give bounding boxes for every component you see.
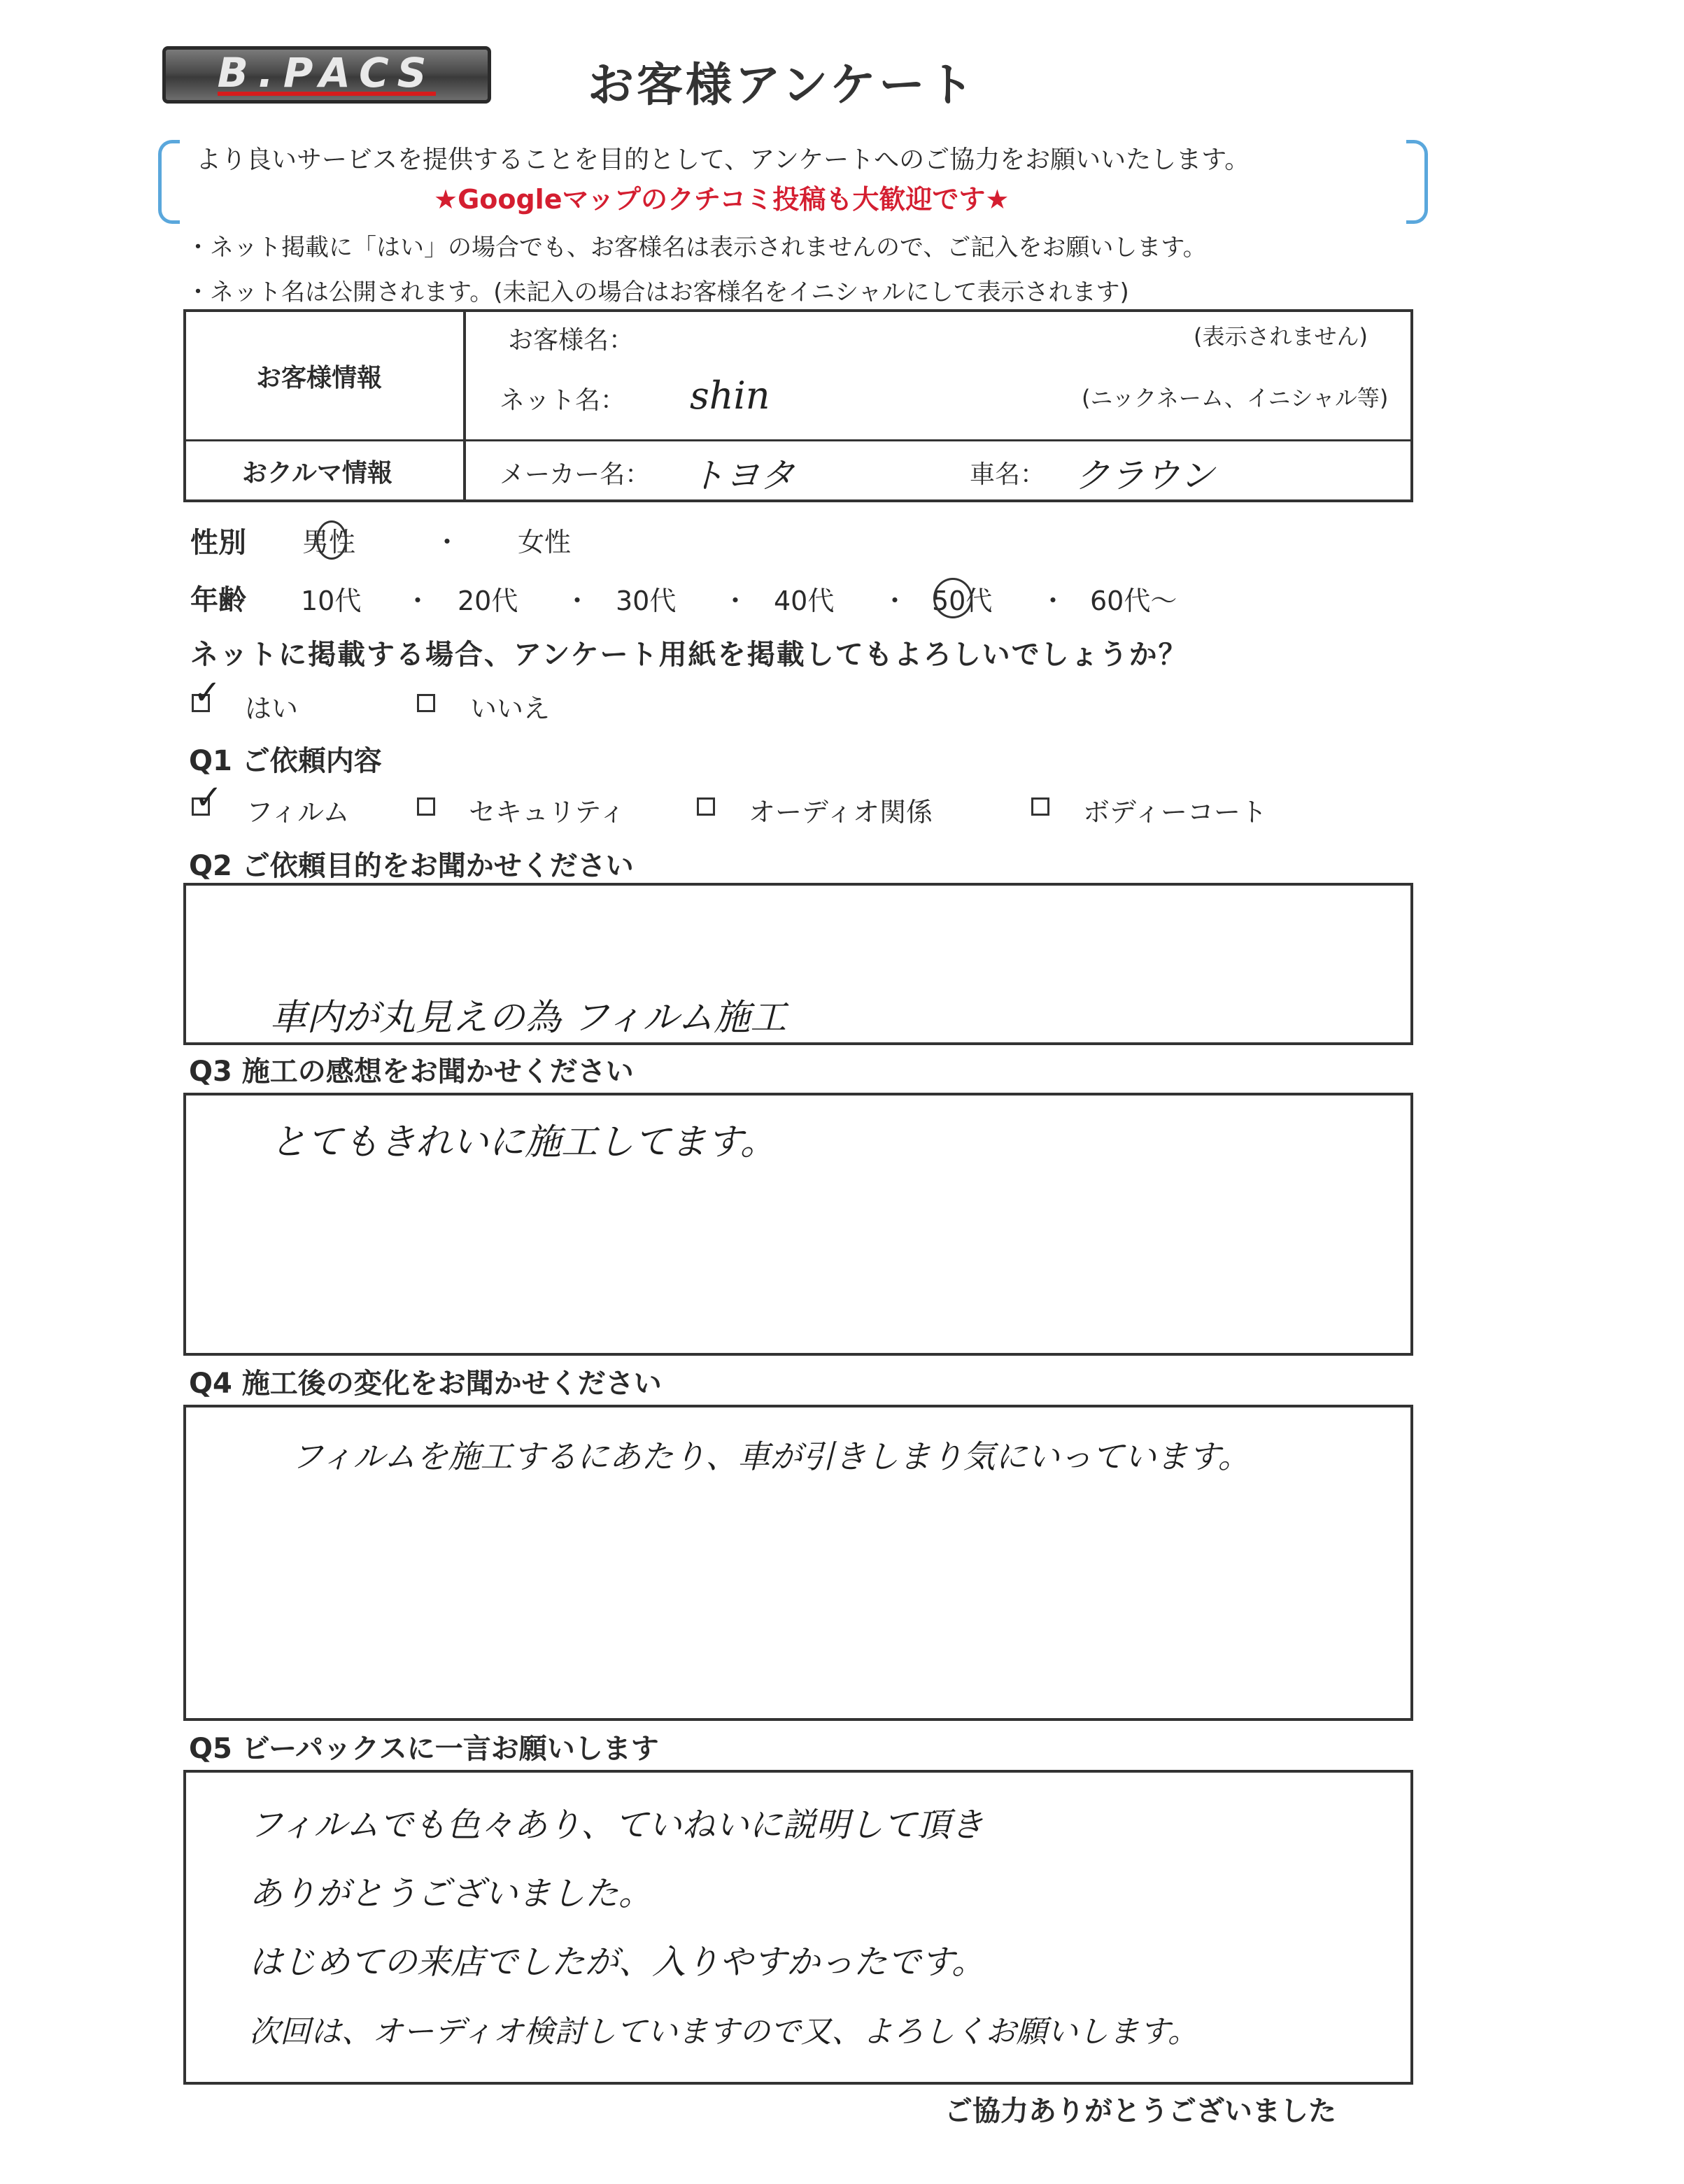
q2-answer: 車内が丸見えの為 フィルム施工 xyxy=(270,997,787,1039)
thanks-message: ご協力ありがとうございました xyxy=(944,2095,1336,2127)
intro-bracket-right xyxy=(1406,140,1428,224)
intro-bracket-left xyxy=(158,140,180,224)
age-option-50s[interactable]: 50代 xyxy=(932,586,993,616)
net-name-value[interactable]: shin xyxy=(690,374,770,418)
maker-value[interactable]: トヨタ xyxy=(690,455,795,496)
q2-answer-box[interactable] xyxy=(183,883,1413,1045)
intro-text: より良いサービスを提供することを目的として、アンケートへのご協力をお願いいたします。 xyxy=(196,146,1250,174)
table-divider-horizontal xyxy=(186,439,1410,441)
customer-info-header: お客様情報 xyxy=(256,364,383,392)
customer-name-note: (表示されません) xyxy=(1194,323,1368,350)
q1-audio-checkbox[interactable] xyxy=(697,797,715,816)
q1-security-checkbox[interactable] xyxy=(417,797,435,816)
age-option-40s[interactable]: 40代 xyxy=(774,586,835,616)
q1-audio-label: オーディオ関係 xyxy=(749,797,933,828)
google-review-banner: ★Googleマップのクチコミ投稿も大歓迎です★ xyxy=(434,184,1010,215)
car-name-label: 車名： xyxy=(970,460,1046,489)
gender-label: 性別 xyxy=(190,527,246,559)
publish-yes-label: はい xyxy=(245,693,299,724)
q1-security-label: セキュリティ xyxy=(469,797,626,828)
q3-answer-box[interactable] xyxy=(183,1093,1413,1356)
q4-title: Q4 施工後の変化をお聞かせください xyxy=(189,1368,662,1400)
net-name-note: (ニックネーム、イニシャル等) xyxy=(1082,385,1389,411)
q5-answer-line: フィルムでも色々あり、ていねいに説明して頂き xyxy=(249,1806,984,1845)
q1-film-label: フィルム xyxy=(246,797,350,828)
gender-option-female[interactable]: 女性 xyxy=(518,527,572,558)
page-title: お客様アンケート xyxy=(588,58,977,112)
age-label: 年齢 xyxy=(190,584,246,616)
car-name-value[interactable]: クラウン xyxy=(1075,455,1215,496)
gender-option-male[interactable]: 男性 xyxy=(302,527,356,558)
check-mark-icon: ✓ xyxy=(194,778,223,817)
age-separator: ・ xyxy=(882,586,909,616)
publish-no-label: いいえ xyxy=(470,693,551,724)
check-mark-icon: ✓ xyxy=(193,673,222,712)
age-option-10s[interactable]: 10代 xyxy=(301,586,362,616)
customer-name-label: お客様名： xyxy=(508,326,635,355)
selection-circle xyxy=(316,520,347,560)
net-name-label: ネット名： xyxy=(500,386,626,415)
age-option-30s[interactable]: 30代 xyxy=(616,586,677,616)
age-separator: ・ xyxy=(404,586,432,616)
q3-title: Q3 施工の感想をお聞かせください xyxy=(189,1056,634,1088)
maker-label: メーカー名： xyxy=(500,460,651,489)
q4-answer: フィルムを施工するにあたり、車が引きしまり気にいっています。 xyxy=(291,1438,1250,1475)
table-divider-vertical xyxy=(463,312,466,499)
q3-answer: とてもきれいに施工してます。 xyxy=(270,1121,777,1163)
q4-answer-box[interactable] xyxy=(183,1405,1413,1721)
q2-title: Q2 ご依頼目的をお聞かせください xyxy=(189,850,634,882)
car-info-header: おクルマ情報 xyxy=(242,459,392,488)
age-option-20s[interactable]: 20代 xyxy=(458,586,518,616)
publish-no-checkbox[interactable] xyxy=(417,694,435,712)
age-option-60s-plus[interactable]: 60代～ xyxy=(1090,586,1177,616)
q1-bodycoat-checkbox[interactable] xyxy=(1031,797,1049,816)
note-publish: ・ネット掲載に「はい」の場合でも、お客様名は表示されませんので、ご記入をお願いします。 xyxy=(186,234,1207,262)
q5-title: Q5 ビーパックスに一言お願いします xyxy=(189,1733,659,1765)
note-netname: ・ネット名は公開されます。(未記入の場合はお客様名をイニシャルにして表示されます) xyxy=(186,278,1129,306)
q5-answer-line: はじめての来店でしたが、入りやすかったです。 xyxy=(249,1943,986,1982)
selection-circle xyxy=(933,578,972,618)
q5-answer-line: 次回は、オーディオ検討していますので又、よろしくお願いします。 xyxy=(249,2014,1198,2050)
q5-answer-box[interactable] xyxy=(183,1770,1413,2085)
q5-answer-line: ありがとうございました。 xyxy=(249,1874,653,1913)
publish-consent-question: ネットに掲載する場合、アンケート用紙を掲載してもよろしいでしょうか？ xyxy=(190,639,1188,671)
age-separator: ・ xyxy=(564,586,591,616)
gender-separator: ・ xyxy=(434,527,461,558)
q1-bodycoat-label: ボディーコート xyxy=(1083,797,1267,828)
age-separator: ・ xyxy=(722,586,749,616)
customer-info-table xyxy=(183,309,1413,502)
bpacs-logo: B.PACS xyxy=(162,46,491,104)
age-separator: ・ xyxy=(1040,586,1067,616)
q1-title: Q1 ご依頼内容 xyxy=(189,745,382,777)
